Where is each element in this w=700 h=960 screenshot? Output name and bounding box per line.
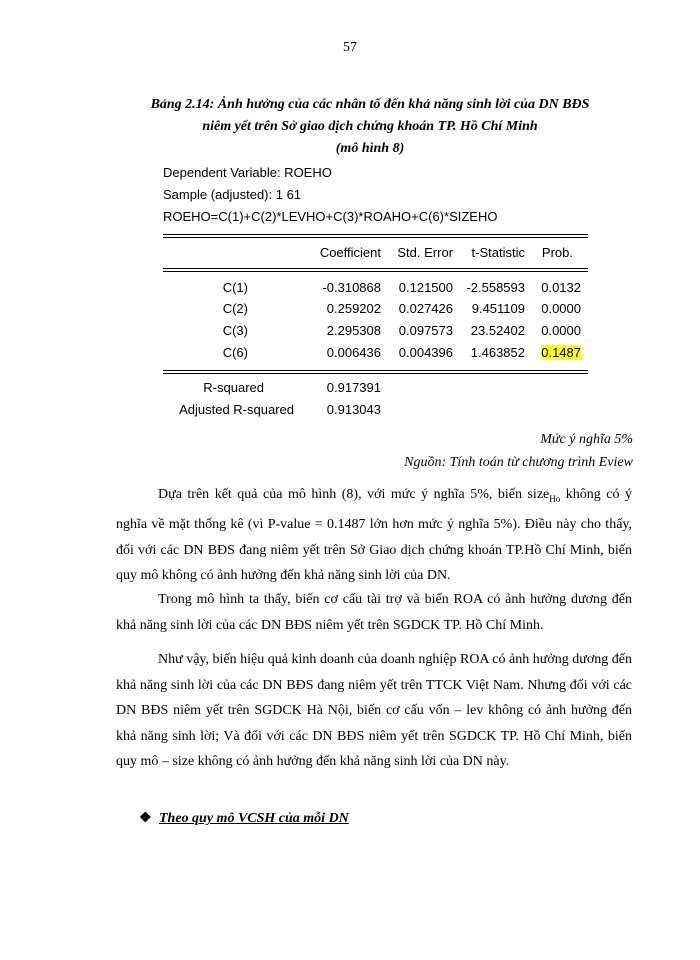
paragraph-1-subscript: Ho bbox=[549, 493, 561, 504]
paragraph-1-part-b: không có ý nghĩa về mặt thống kê (vì P-value = 0.1487 lớn hơn mức ý nghĩa 5%). Điều này cho thấy, đối với các DN BĐS đang niêm yết trên Sở Giao dịch chứng khoán TP.Hồ Chí Minh, biến quy mô không có ảnh hưởng đến khả năng sinh lời của DN. bbox=[116, 487, 632, 584]
row-t: -2.558593 bbox=[466, 280, 525, 295]
table-caption bbox=[100, 94, 640, 160]
row-se: 0.027426 bbox=[398, 301, 453, 316]
caption-line-3: (mô hình 8) bbox=[335, 141, 405, 156]
diamond-bullet-icon: ❖ bbox=[139, 811, 152, 826]
source-note: Nguồn: Tính toán từ chương trình Eview bbox=[404, 455, 633, 470]
r-squared-value: 0.917391 bbox=[326, 380, 381, 395]
row-var: C(3) bbox=[222, 323, 248, 338]
highlighted-p-value: 0.1487 bbox=[541, 345, 581, 360]
dependent-variable: Dependent Variable: ROEHO bbox=[163, 165, 332, 180]
row-coef: 0.259202 bbox=[326, 301, 381, 316]
row-coef: 2.295308 bbox=[326, 323, 381, 338]
sample-range: Sample (adjusted): 1 61 bbox=[163, 187, 302, 202]
adj-r-squared-label: Adjusted R-squared bbox=[179, 402, 294, 417]
r-squared-label: R-squared bbox=[203, 380, 264, 395]
row-coef: 0.006436 bbox=[326, 345, 381, 360]
row-se: 0.004396 bbox=[398, 345, 453, 360]
adj-r-squared-value: 0.913043 bbox=[326, 402, 381, 417]
paragraph-3: Như vậy, biến hiệu quả kinh doanh của doanh nghiệp ROA có ảnh hưởng dương đến khả năng sinh lời của các DN BĐS đang niêm yết trên TTCK Việt Nam. Nhưng đối với các DN BĐS niêm yết trên SGDCK Hà Nội, biến cơ cấu vốn – lev không có ảnh hưởng đến khả năng sinh lời; Và đối với các DN BĐS niêm yết trên SGDCK TP. Hồ Chí Minh, biến quy mô – size không có ảnh hưởng đến khả năng sinh lời của DN này. bbox=[116, 652, 632, 769]
row-var: C(1) bbox=[222, 280, 248, 295]
paragraph-2: Trong mô hình ta thấy, biến cơ cấu tài trợ và biến ROA có ảnh hưởng dương đến khả năng sinh lời của các DN BĐS niêm yết trên SGDCK TP. Hồ Chí Minh. bbox=[116, 592, 632, 633]
header-coefficient: Coefficient bbox=[319, 245, 381, 260]
header-rule bbox=[163, 268, 588, 272]
section-heading-text: Theo quy mô VCSH của mỗi DN bbox=[159, 811, 349, 826]
caption-line-1: Bảng 2.14: Ảnh hưởng của các nhân tố đến khả năng sinh lời của DN BĐS bbox=[150, 97, 590, 112]
row-p: 0.0132 bbox=[541, 280, 581, 295]
row-t: 1.463852 bbox=[470, 345, 525, 360]
paragraph-1 bbox=[116, 482, 632, 589]
row-coef: -0.310868 bbox=[322, 280, 381, 295]
row-t: 9.451109 bbox=[471, 301, 525, 316]
row-t: 23.52402 bbox=[470, 323, 525, 338]
row-var: C(2) bbox=[222, 301, 248, 316]
row-se: 0.121500 bbox=[398, 280, 453, 295]
significance-note: Mức ý nghĩa 5% bbox=[540, 432, 633, 447]
equation: ROEHO=C(1)+C(2)*LEVHO+C(3)*ROAHO+C(6)*SIZEHO bbox=[163, 209, 498, 224]
section-heading-bullet bbox=[139, 810, 349, 827]
caption-line-2: niêm yết trên Sở giao dịch chứng khoán TP. Hồ Chí Minh bbox=[202, 119, 538, 134]
row-p-highlighted bbox=[525, 345, 581, 360]
row-var: C(6) bbox=[222, 345, 248, 360]
table-top-rule bbox=[163, 234, 588, 238]
header-t-statistic: t-Statistic bbox=[471, 245, 525, 260]
row-p: 0.0000 bbox=[541, 323, 581, 338]
header-std-error: Std. Error bbox=[397, 245, 453, 260]
row-se: 0.097573 bbox=[398, 323, 453, 338]
page-number: 57 bbox=[343, 40, 357, 55]
table-bottom-rule bbox=[163, 370, 588, 374]
row-p: 0.0000 bbox=[541, 301, 581, 316]
paragraph-1-part-a: Dựa trên kết quả của mô hình (8), với mức ý nghĩa 5%, biến size bbox=[158, 487, 550, 502]
header-prob: Prob. bbox=[541, 245, 573, 260]
